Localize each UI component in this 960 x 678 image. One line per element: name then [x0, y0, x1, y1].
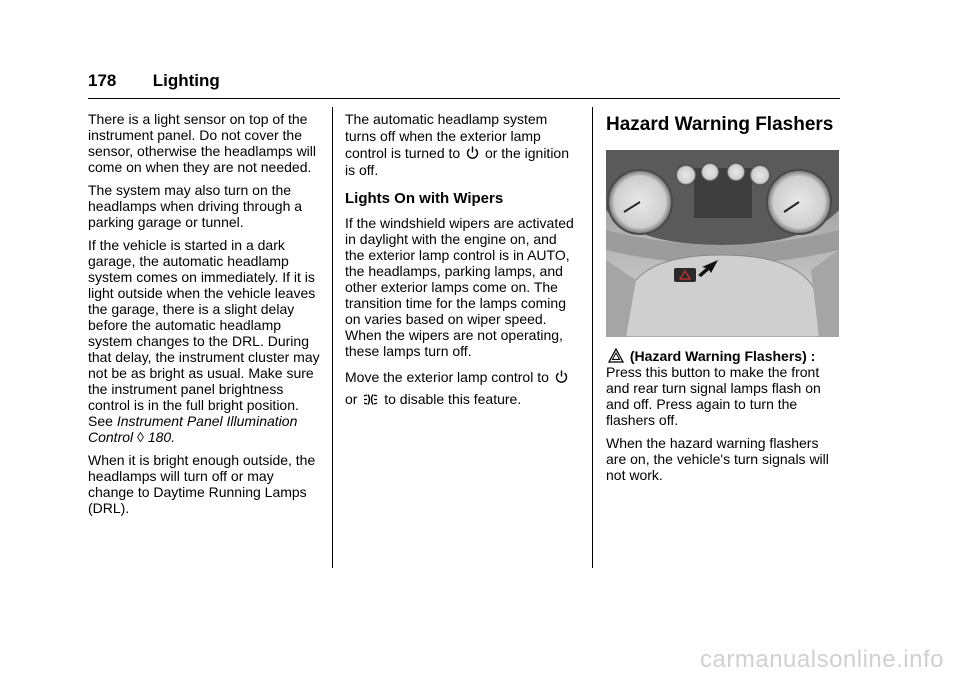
- column-3: [606, 111, 842, 137]
- column-divider-2: [592, 107, 593, 568]
- column-1: [88, 111, 320, 523]
- page-header: [88, 71, 220, 91]
- watermark: carmanualsonline.info: [700, 646, 944, 673]
- paragraph-text: If the vehicle is started in a dark garage, the automatic headlamp system comes on immediately. If it is light outside when the vehicle leaves the garage, there is a slight delay before the automatic headlamp system changes to the DRL. During that delay, the instrument cluster may not be as bright as usual. Make sure the instrument panel brightness control is in the full bright position. See: [88, 237, 320, 429]
- column-divider-1: [332, 107, 333, 568]
- power-off-icon: [555, 370, 568, 384]
- header-rule: [88, 98, 840, 99]
- paragraph: When it is bright enough outside, the headlamps will turn off or may change to Daytime Running Lamps (DRL).: [88, 452, 316, 516]
- subheading: Lights On with Wipers: [345, 190, 504, 207]
- paragraph: [606, 348, 842, 428]
- paragraph-text: Press this button to make the front and rear turn signal lamps flash on and off. Press again to turn the flashers off.: [606, 364, 821, 428]
- page-ref-arrow: ◊: [137, 429, 144, 445]
- paragraph: There is a light sensor on top of the instrument panel. Do not cover the sensor, otherwise the headlamps will come on when they are not needed.: [88, 111, 317, 175]
- hazard-warning-icon: [608, 348, 624, 363]
- parking-lamps-icon: [363, 393, 378, 406]
- cross-reference-page[interactable]: 180: [147, 429, 172, 445]
- section-title: Lighting: [152, 71, 220, 90]
- instrument-panel-photo: [606, 150, 839, 337]
- section-heading: Hazard Warning Flashers: [606, 114, 834, 135]
- paragraph: When the hazard warning flashers are on, the vehicle's turn signals will not work.: [606, 435, 829, 483]
- hazard-caption: [606, 348, 842, 490]
- caption-title: (Hazard Warning Flashers) :: [629, 348, 816, 364]
- paragraph-text: to disable this feature.: [384, 391, 522, 407]
- column-2: [345, 111, 577, 417]
- paragraph: [345, 111, 577, 179]
- cross-reference-link[interactable]: Instrument Panel Illumination Control: [88, 413, 298, 445]
- paragraph-text: The automatic headlamp system turns off when the exterior lamp control is turned to: [345, 111, 548, 161]
- paragraph-text: Move the exterior lamp control to: [345, 369, 549, 385]
- paragraph: If the windshield wipers are activated in daylight with the engine on, and the exterior lamp control is in AUTO, the headlamps, parking lamps, and other exterior lamps come on. The transition time for the lamps coming on varies based on wiper speed. When the wipers are not operating, these lamps turn off.: [345, 215, 574, 359]
- paragraph: If the vehicle is started in a dark garage, the automatic headlamp system comes on immediately. If it is light outside when the vehicle leaves the garage, there is a slight delay before the automatic headlamp system changes to the DRL. During that delay, the instrument cluster may not be as bright as usual. Make sure the instrument panel brightness control is in the full bright position. See Instrument Panel Illumination Control ◊ 180.: [88, 237, 320, 445]
- page-number: 178: [88, 71, 117, 90]
- paragraph: The system may also turn on the headlamps when driving through a parking garage or tunnel.: [88, 182, 303, 230]
- paragraph-text: or: [345, 391, 358, 407]
- paragraph: [345, 366, 577, 410]
- paragraph-text: or the ignition is off.: [345, 145, 570, 178]
- power-off-icon: [466, 146, 479, 160]
